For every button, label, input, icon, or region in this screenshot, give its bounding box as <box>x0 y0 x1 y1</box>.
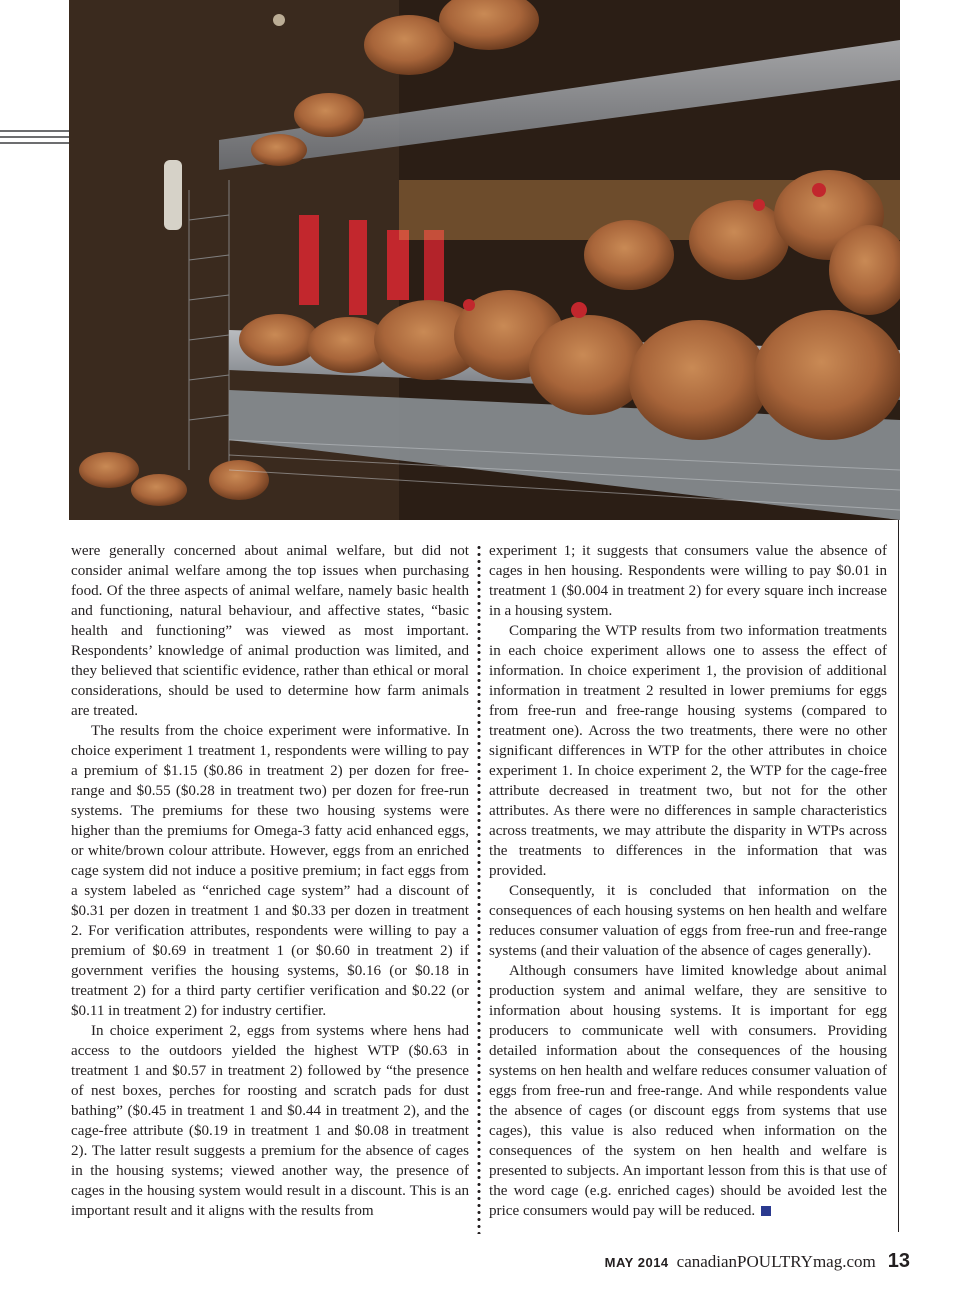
paragraph: were generally concerned about animal welfare, but did not consider animal welfare among the top issues when purchasing food. Of the three aspects of animal welfare, namely basic health and functioning, natural behaviour, and affective states, “basic health and functioning” was viewed as most important. Respondents’ knowledge of animal production was limited, and they believed that scientific evidence, rather than ethical or moral considerations, should be used to determine how farm animals are treated. <box>71 543 469 719</box>
paragraph: Comparing the WTP results from two information treatments in each choice experiment allows one to assess the effect of information. In choice experiment 1, the provision of additional information in treatment 2 resulted in lower premiums for eggs from free-run and free-range housing systems (compared to treatment one). Across the two treatments, there were no other significant differences in WTP for the other attributes in choice experiment 1. In choice experiment 2, the WTP for the cage-free attribute decreased in treatment two, but not for the other attributes. As there were no differences in sample characteristics across treatments, we may attribute the disparity in WTPs across the treatments to differences in the information that was provided. <box>489 623 887 879</box>
edge-rule <box>0 136 69 138</box>
edge-rule <box>0 142 69 144</box>
magazine-website: canadianPOULTRYmag.com <box>676 1252 876 1271</box>
paragraph-text: Although consumers have limited knowledge about animal production system and animal welfare, they are sensitive to information about housing systems. It is important for egg producers to communicate well with consumers. Providing detailed information about the consequences of the housing systems on hen health and welfare reduces consumer valuation of eggs from free-run and free-range. And while respondents value the absence of cages (or discount eggs from systems that use cages), this value is also reduced when information on the consequences of the system on hen health and welfare is presented to subjects. An important lesson from this is that use of the word cage (e.g. enriched cages) should be avoided lest the price consumers would pay will be reduced. <box>489 963 887 1219</box>
paragraph: Consequently, it is concluded that information on the consequences of each housing systems on hen health and welfare reduces consumer valuation of eggs from free-run and free-range systems (and their valuation of the absence of cages generally). <box>489 883 887 959</box>
issue-date: MAY 2014 <box>604 1255 669 1270</box>
paragraph: experiment 1; it suggests that consumers value the absence of cages in hen housing. Respondents were willing to pay $0.01 in treatment 1 ($0.004 in treatment 2) for every square inch increase in a housing system. <box>489 543 887 619</box>
hen-housing-photo <box>69 0 900 520</box>
end-of-article-icon <box>761 1206 771 1216</box>
page-number: 13 <box>887 1250 910 1272</box>
column-frame-line <box>898 520 899 1232</box>
article-column-left <box>71 541 469 1221</box>
article-column-right <box>489 541 887 1221</box>
paragraph <box>489 961 887 1221</box>
edge-rule <box>0 130 69 132</box>
paragraph: The results from the choice experiment were informative. In choice experiment 1 treatment 1, respondents were willing to pay a premium of $1.15 ($0.86 in treatment 2) per dozen for free-range and $0.55 ($0.28 in treatment two) per dozen for free-run systems. The premiums for these two housing systems were higher than the premiums for Omega-3 fatty acid enhanced eggs, or white/brown colour attribute. However, eggs from an enriched cage system did not induce a positive premium; in fact eggs from a system labeled as “enriched cage system” had a discount of $0.31 per dozen in treatment 1 and $0.33 per dozen in treatment 2. For verification attributes, respondents were willing to pay a premium of $0.69 in treatment 1 (or $0.60 in treatment 2) if government verifies the housing systems, $0.16 (or $0.18 in treatment 2) for a third party certifier verification and $0.22 (or $0.11 in treatment 2) for industry certifier. <box>71 723 469 1019</box>
page-footer <box>605 1250 910 1274</box>
column-divider <box>477 544 481 1234</box>
paragraph: In choice experiment 2, eggs from systems where hens had access to the outdoors yielded the highest WTP ($0.63 in treatment 1 and $0.57 in treatment 2) followed by “the presence of nest boxes, perches for roosting and scratch pads for dust bathing” ($0.45 in treatment 1 and $0.44 in treatment 2), and the cage-free attribute ($0.19 in treatment 1 and $0.08 in treatment 2). The latter result suggests a premium for the absence of cages in the housing systems; viewed another way, the presence of cages in the housing system would result in a discount. This is an important result and it aligns with the results from <box>71 1023 469 1219</box>
